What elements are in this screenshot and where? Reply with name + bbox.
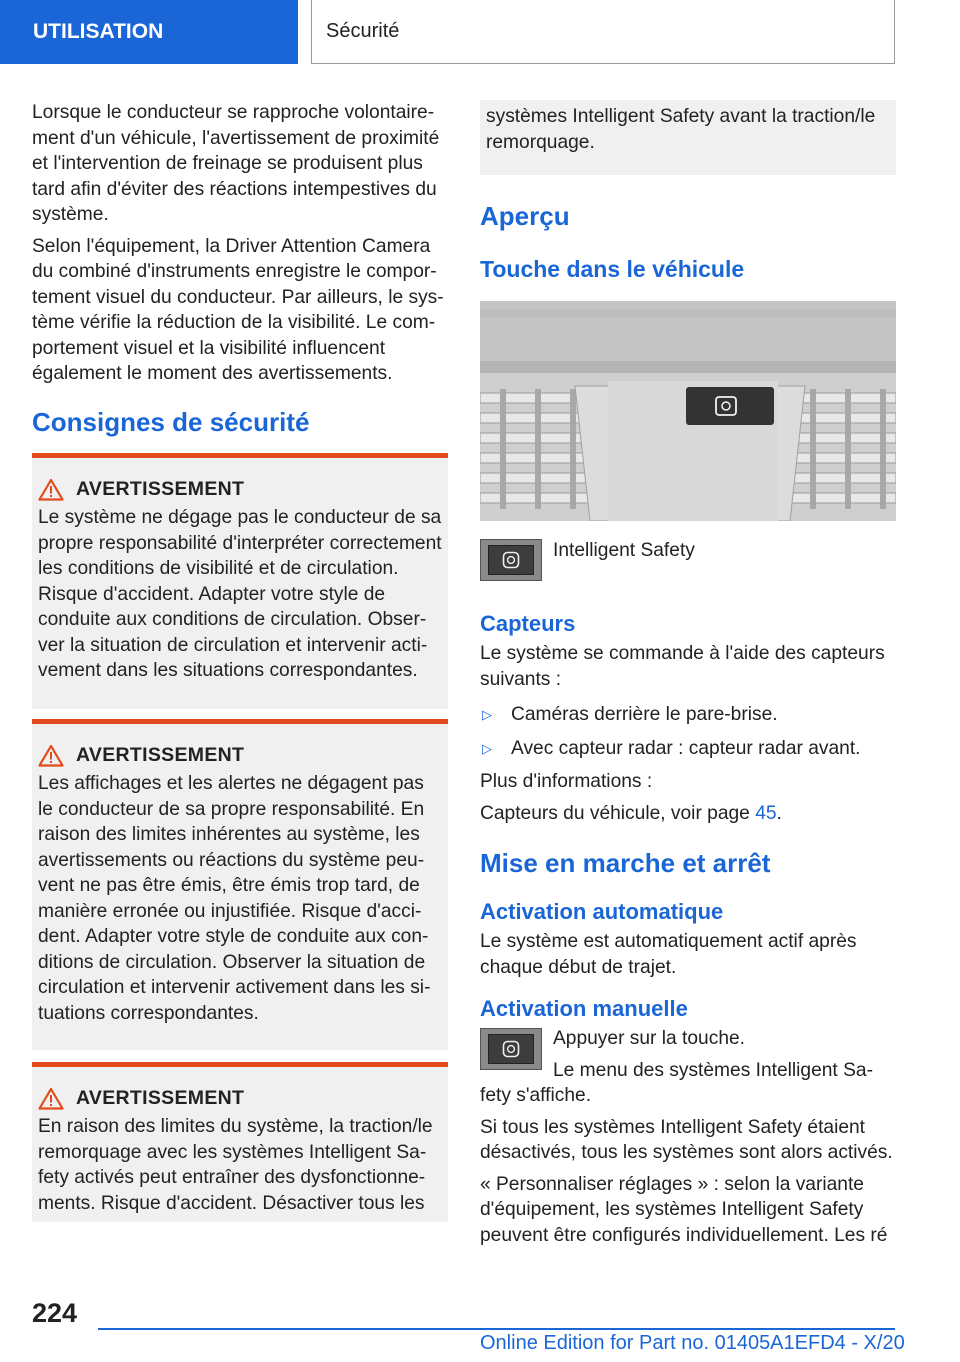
warning-text: Les affichages et les alertes ne dégagent pas le conducteur de sa propre responsabilité. En raison des limites inhérentes au système, les avertissements ou réactions du système peuvent ne pas être émis, être émis trop tard, de manière erronée ou injustifiée. Risque d'accident. Adapter votre style de conduite aux conditions de circulation. Observer la situation de circulation et intervenir activement dans les situations correspondantes. <box>38 773 431 1024</box>
right-column <box>480 100 896 1254</box>
onoff-heading: Mise en marche et arrêt <box>480 848 771 878</box>
chapter-title: Sécurité <box>326 20 400 42</box>
more-info-label: Plus d'informations : <box>480 771 653 792</box>
reference-end: . <box>776 802 782 824</box>
intelligent-safety-button-image <box>480 1028 542 1070</box>
warning-continuation-text: systèmes Intelligent Safety avant la traction/le remorquage. <box>486 106 876 153</box>
intro-paragraph-2: Selon l'équipement, la Driver Attention Camera du combiné d'instruments enregistre le comportement visuel du conducteur. Par ailleurs, le système vérifie la réduction de la visibilité. Le comportement visuel et la visibilité influencent également le moment des avertissements. <box>32 235 444 384</box>
warning-text: En raison des limites du système, la traction/le remorquage avec les systèmes Intelligent Safety activés peut entraîner des dysfonctionnements. Risque d'accident. Désactiver tous les <box>38 1116 433 1214</box>
warning-box-3 <box>32 1062 448 1222</box>
warning-title: AVERTISSEMENT <box>76 744 245 766</box>
button-caption: Intelligent Safety <box>553 540 695 561</box>
section-title: UTILISATION <box>33 20 164 43</box>
footer-edition: Online Edition for Part no. 01405A1EFD4 - X/20 <box>480 1332 905 1354</box>
list-item <box>480 736 896 762</box>
footer-divider <box>98 1328 895 1330</box>
manual-paragraph-2: Si tous les systèmes Intelligent Safety étaient désactivés, tous les systèmes sont alors activés. <box>480 1116 893 1163</box>
dashboard-photo <box>480 301 896 521</box>
warning-box-2 <box>32 719 448 1050</box>
warning-continuation <box>480 100 896 175</box>
dashboard-illustration <box>480 301 896 521</box>
section-tab <box>0 0 298 64</box>
sensors-heading: Capteurs <box>480 611 576 636</box>
manual-step-2: Le menu des systèmes Intelligent Safety s'affiche. <box>480 1059 873 1106</box>
manual-steps <box>480 1026 896 1115</box>
warning-title: AVERTISSEMENT <box>76 1087 245 1109</box>
overview-heading: Aperçu <box>480 201 570 231</box>
page-number: 224 <box>32 1298 78 1328</box>
manual-step-1: Appuyer sur la touche. <box>553 1028 745 1049</box>
list-item <box>480 702 896 728</box>
auto-activation-text: Le système est automatiquement actif après chaque début de trajet. <box>480 931 857 978</box>
chapter-header <box>311 0 895 64</box>
warning-title: AVERTISSEMENT <box>76 478 245 500</box>
manual-activation-heading: Activation manuelle <box>480 996 688 1021</box>
warning-triangle-icon <box>38 1087 64 1110</box>
intelligent-safety-icon <box>502 1040 520 1058</box>
intelligent-safety-icon <box>502 551 520 569</box>
sensors-intro: Le système se commande à l'aide des capteurs suivants : <box>480 643 885 690</box>
triangle-bullet-icon: ▷ <box>482 740 492 756</box>
button-heading: Touche dans le véhicule <box>480 256 745 282</box>
left-column <box>32 100 448 438</box>
reference-text: Capteurs du véhicule, voir page <box>480 802 756 824</box>
sensors-reference <box>480 801 896 827</box>
safety-heading: Consignes de sécurité <box>32 406 310 437</box>
warning-text: Le système ne dégage pas le conducteur de sa propre responsabilité d'interpréter correctement les conditions de visibilité et de circulation. Risque d'accident. Adapter votre style de conduite aux conditions de circulation. Observer la situation de circulation et intervenir activement dans les situations correspondantes. <box>38 507 442 681</box>
list-item-text: Avec capteur radar : capteur radar avant. <box>511 737 861 759</box>
intro-paragraph-1: Lorsque le conducteur se rapproche volontairement d'un véhicule, l'avertissement de proximité et l'intervention de freinage se produisent plus tard afin d'éviter des réactions intempestives du système. <box>32 102 440 225</box>
warning-triangle-icon <box>38 744 64 767</box>
button-legend <box>480 539 896 581</box>
auto-activation-heading: Activation automatique <box>480 899 724 924</box>
page-link[interactable]: 45 <box>755 802 777 824</box>
manual-paragraph-3: « Personnaliser réglages » : selon la variante d'équipement, les systèmes Intelligent Safety peuvent être configurés individuellement. Les ré <box>480 1173 888 1246</box>
intelligent-safety-button-image <box>480 539 542 581</box>
list-item-text: Caméras derrière le pare-brise. <box>511 704 778 725</box>
warning-triangle-icon <box>38 478 64 501</box>
triangle-bullet-icon: ▷ <box>482 707 492 722</box>
warning-box-1 <box>32 453 448 709</box>
